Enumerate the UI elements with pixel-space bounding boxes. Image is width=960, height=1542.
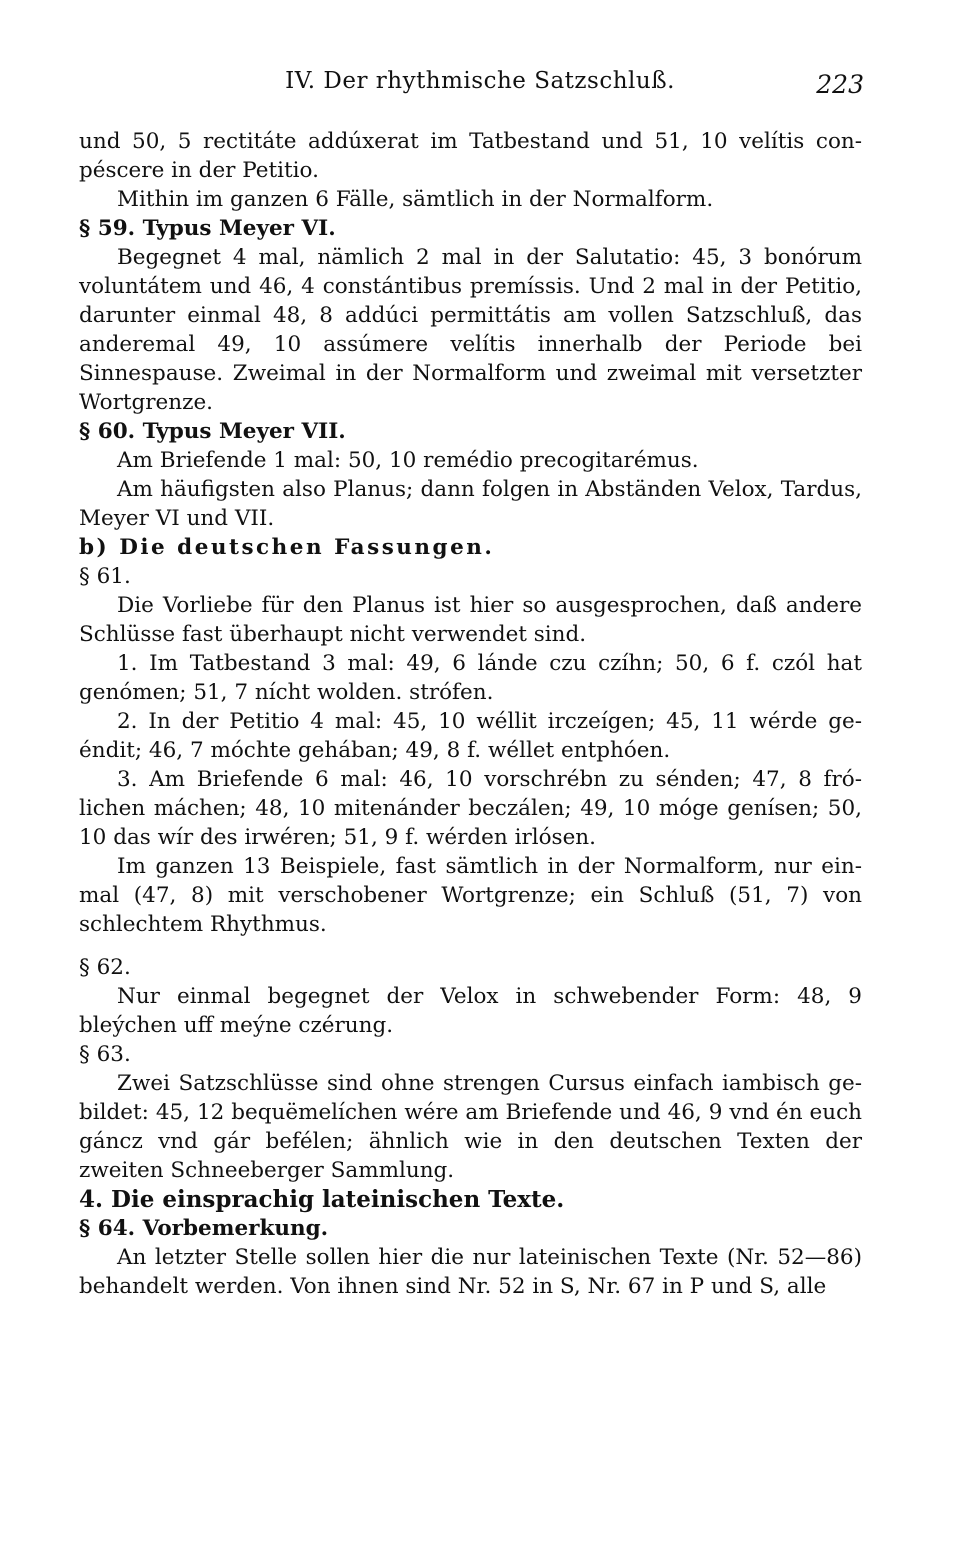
section-heading-62: § 62. — [79, 955, 131, 980]
list-item-2: 2. In der Petitio 4 mal: 45, 10 wéllit irczeígen; 45, 11 wérde geéndit; 46, 7 móchte gehában; 49, 8 f. wéllet entphóen. — [79, 709, 862, 763]
paragraph-section-60: Am Briefende 1 mal: 50, 10 remédio precogitarémus. — [117, 448, 699, 473]
section-heading-63: § 63. — [79, 1042, 131, 1067]
paragraph-section-61: Die Vorliebe für den Planus ist hier so ausgesprochen, daß andere Schlüsse fast überhaupt nicht verwendet sind. — [79, 593, 862, 647]
paragraph-section-63: Zwei Satzschlüsse sind ohne strengen Cursus einfach iambisch gebildet: 45, 12 bequëmelíchen wére am Briefende und 46, 9 vnd én euch gáncz vnd gár befélen; ähnlich wie in den deutschen Texten der zweiten Schneeberger Sammlung. — [79, 1071, 862, 1183]
paragraph-summary-planus: Am häufigsten also Planus; dann folgen in Abständen Velox, Tardus, Meyer VI und VII. — [79, 477, 862, 531]
paragraph-summary-61: Im ganzen 13 Beispiele, fast sämtlich in der Normalform, nur einmal (47, 8) mit verschobener Wortgrenze; ein Schluß (51, 7) von schlechtem Rhythmus. — [79, 854, 862, 937]
paragraph-section-64: An letzter Stelle sollen hier die nur lateinischen Texte (Nr. 52—86) behandelt werden. Von ihnen sind Nr. 52 in S, Nr. 67 in P und S, alle — [79, 1245, 862, 1299]
list-item-1: 1. Im Tatbestand 3 mal: 49, 6 lánde czu czíhn; 50, 6 f. czól hat genómen; 51, 7 nícht wolden. strófen. — [79, 651, 862, 705]
paragraph-continuation: und 50, 5 rectitáte addúxerat im Tatbestand und 51, 10 velítis conpéscere in der Petitio. — [79, 129, 862, 183]
section-heading-59: § 59. Typus Meyer VI. — [79, 216, 336, 241]
chapter-heading-4: 4. Die einsprachig lateinischen Texte. — [79, 1186, 565, 1213]
page-body — [79, 127, 862, 1301]
paragraph-section-59: Begegnet 4 mal, nämlich 2 mal in der Salutatio: 45, 3 bonórum voluntátem und 46, 4 constántibus premíssis. Und 2 mal in der Petitio, darunter einmal 48, 8 addúci permittátis am vollen Satzschluß, das anderemal 49, 10 assúmere velítis innerhalb der Periode bei Sinnespause. Zweimal in der Normalform und zweimal mit versetzter Wortgrenze. — [79, 245, 862, 415]
list-item-3: 3. Am Briefende 6 mal: 46, 10 vorschrébn zu sénden; 47, 8 frólichen máchen; 48, 10 mitenánder beczálen; 49, 10 móge genísen; 50, 10 das wír des irwéren; 51, 9 f. wérden irlósen. — [79, 767, 862, 850]
page-header — [0, 66, 960, 106]
subchapter-heading: b) Die deutschen Fassungen. — [79, 535, 495, 560]
section-heading-60: § 60. Typus Meyer VII. — [79, 419, 346, 444]
running-head: IV. Der rhythmische Satzschluß. — [285, 68, 675, 94]
section-heading-64: § 64. Vorbemerkung. — [79, 1216, 329, 1241]
paragraph-summary: Mithin im ganzen 6 Fälle, sämtlich in der Normalform. — [117, 187, 714, 212]
page-number: 223 — [816, 70, 864, 99]
paragraph-section-62: Nur einmal begegnet der Velox in schwebender Form: 48, 9 bleýchen uff meýne czérung. — [79, 984, 862, 1038]
section-heading-61: § 61. — [79, 564, 131, 589]
